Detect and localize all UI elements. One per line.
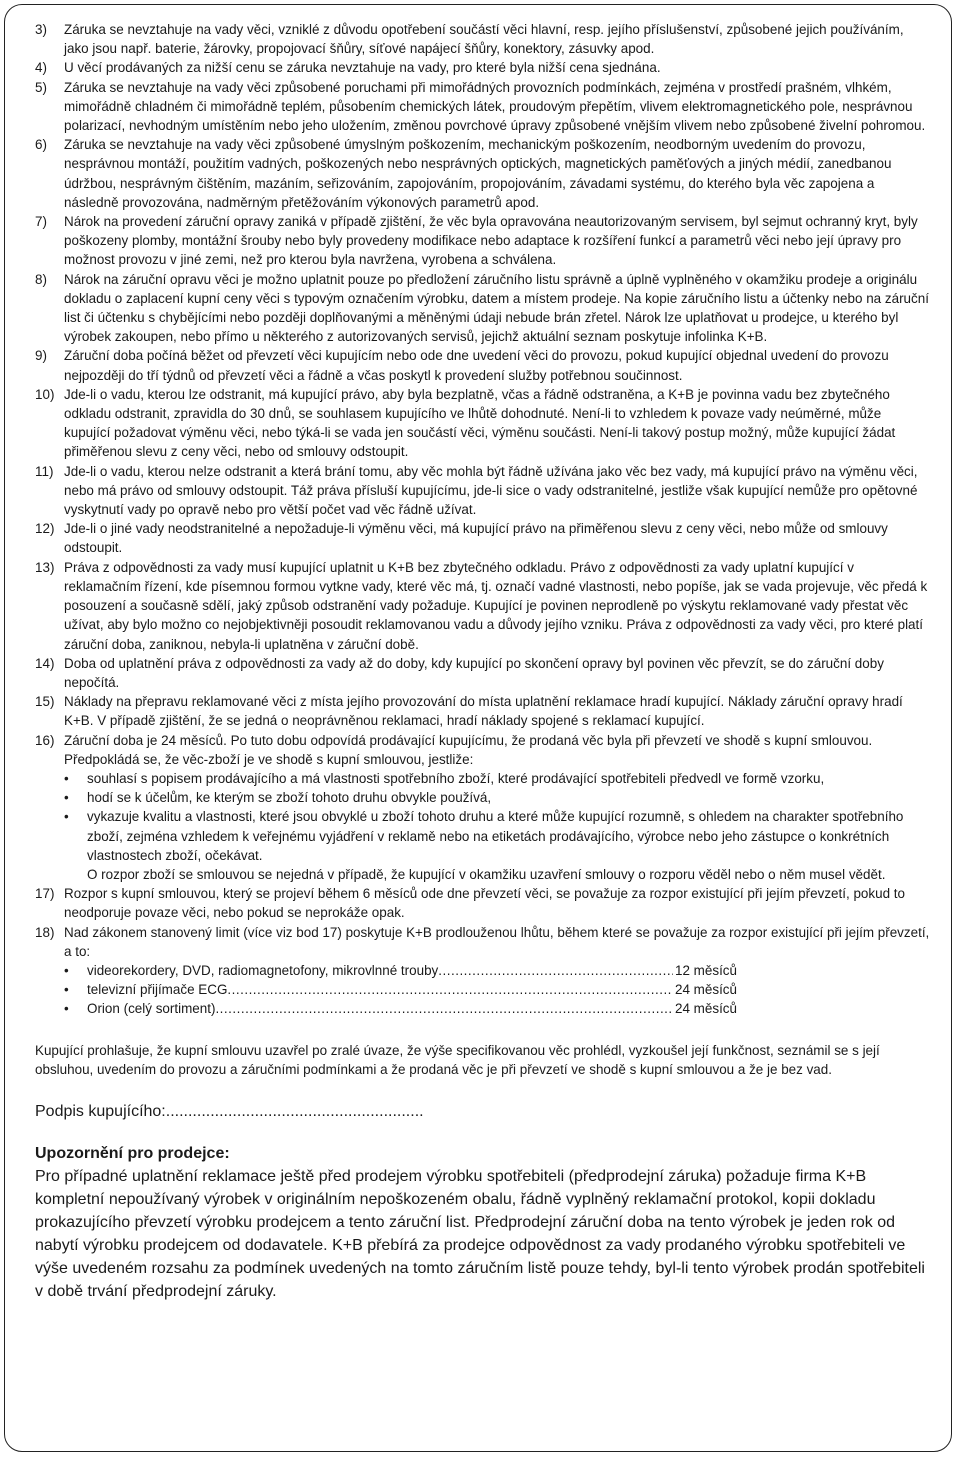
term-12 (35, 519, 930, 557)
term-number: 7) (35, 214, 47, 230)
term-7 (35, 212, 930, 270)
term-10 (35, 385, 930, 462)
term-number: 3) (35, 22, 47, 37)
warranty-document (35, 20, 930, 1303)
term-number: 18) (35, 924, 55, 940)
term-number: 9) (35, 348, 47, 364)
term-6 (35, 135, 930, 212)
term-text: Práva z odpovědnosti za vady musí kupující uplatnit u K+B bez zbytečného odkladu. Právo z odpovědnosti za vady uplatní kupující v reklamačním řízení, kde písemnou formou vytkne vady, které věc má, tj. označí vadné vlastnosti, nebo popíše, jak se vada projevuje, věc předá k posouzení a současně sdělí, jaký způsob odstranění vady požaduje. Kupující je povinen neprodleně po výskytu reklamované vady přestat věc užívat, aby bylo možno co nejobjektivněji posoudit reklamovanou vadu a důvody jejího vzniku. Práva z odpovědnosti za vady věci, pro které platí záruční doba, zaniknou, nebyla-li uplatněna v záruční době. (64, 559, 928, 652)
conformity-conditions-list (64, 769, 930, 865)
term-text: Jde-li o jiné vady neodstranitelné a nepožaduje-li výměnu věci, má kupující právo na přiměřenou slevu z ceny věci, nebo může od smlouvy odstoupit. (64, 521, 888, 556)
term-text: Záruka se nevztahuje na vady věci, vzniklé z důvodu opotřebení součástí věci hlavní, resp. jejího příslušenství, způsobené jejich používáním, jako jsou např. baterie, žárovky, propojovací šňůry, síťové napájecí šňůry, konektory, zásuvky apod. (64, 22, 904, 57)
warranty-terms-list (35, 20, 930, 1019)
term-11 (35, 462, 930, 520)
term-number: 12) (35, 521, 55, 537)
term-4 (35, 58, 930, 77)
extended-warranty-list (64, 961, 930, 1019)
term-text: Záruka se nevztahuje na vady věci způsobené poruchami při mimořádných provozních podmínkách, zejména v prostředí prašném, vlhkém, mimořádně chladném či mimořádně teplém, působením chemických látek, proudovým přepětím, vlivem elektromagnetického pole, nesprávnou polarizací, nevhodným umístěním nebo jeho uložením, změnou povrchové úpravy způsobené vnějším vlivem nebo způsobené živelní pohromou. (64, 79, 926, 134)
product-category: • Orion (celý sortiment) (87, 1001, 216, 1017)
term-text: U věcí prodávaných za nižší cenu se záruka nevztahuje na vady, pro které byla nižší cena sjednána. (64, 60, 661, 76)
term-text: Rozpor s kupní smlouvou, který se projeví během 6 měsíců ode dne převzetí věci, se považuje za rozpor existující při jejím převzetí, pokud to neodporuje povaze věci, nebo pokud se neprokáže opak. (64, 886, 905, 921)
warranty-period: 12 měsíců (675, 962, 737, 978)
product-category: • videorekordery, DVD, radiomagnetofony, mikrovlnné trouby (87, 962, 439, 978)
term-text: Jde-li o vadu, kterou nelze odstranit a která brání tomu, aby věc mohla být řádně užívána jako věc bez vady, má kupující právo na výměnu věci, nebo má právo od smlouvy odstoupit. Táž práva přísluší kupujícímu, jde-li sice o vady odstranitelné, jestliže však kupující nemůže pro opětovné vyskytnutí vady po opravě nebo pro větší počet vad věc řádně užívat. (64, 463, 918, 518)
dot-leader (438, 961, 673, 980)
term-13 (35, 558, 930, 654)
buyer-declaration: Kupující prohlašuje, že kupní smlouvu uzavřel po zralé úvaze, že výše specifikovanou věc prohlédl, vyzkoušel její funkčnost, seznámil se s její obsluhou, uvedením do provozu a záručními podmínkami a že prodaná věc je při převzetí ve shodě s kupní smlouvou a že je bez vad. (35, 1042, 880, 1078)
term-text: Záruka se nevztahuje na vady věci způsobené úmyslným poškozením, mechanickým poškozením, neodborným uvedením do provozu, nesprávnou montáží, použitím vadných, poškozených nebo nesprávných optických, magnetických paměťových a jiných médií, zanedbanou údržbou, nesprávným čištěním, mazáním, seřizováním, zapojováním, propojováním, závadami systému, do kterého byla věc zapojena a následně provozována, nadměrným přetěžováním výkonových parametrů apod. (64, 137, 892, 210)
term-5 (35, 78, 930, 136)
term-number: 14) (35, 655, 55, 671)
term-text: Záruční doba počíná běžet od převzetí věci kupujícím nebo ode dne uvedení věci do provozu, pokud kupující objednal uvedení do provozu nejpozději do tří týdnů od převzetí věci a řádně a včas poskytl k provedení služby potřebnou součinnost. (64, 348, 889, 383)
term-9 (35, 346, 930, 384)
term-17 (35, 884, 930, 922)
conformity-exception: O rozpor zboží se smlouvou se nejedná v případě, že kupující v okamžiku uzavření smlouvy o rozporu věděl nebo o něm musel vědět. (87, 866, 886, 882)
product-category: • televizní přijímače ECG (87, 982, 228, 998)
term-3 (35, 20, 930, 58)
term-8 (35, 270, 930, 347)
term-number: 10) (35, 386, 55, 402)
buyer-signature-line: Podpis kupujícího:.......................................................... (35, 1102, 424, 1120)
term-16 (35, 731, 930, 885)
dot-leader (227, 980, 673, 999)
warranty-period: 24 měsíců (675, 982, 737, 998)
term-15 (35, 692, 930, 730)
term-14 (35, 654, 930, 692)
term-text: Náklady na přepravu reklamované věci z místa jejího provozování do místa uplatnění reklamace hradí kupující. Náklady záruční opravy hradí K+B. V případě zjištění, že se jedná o neoprávněnou reklamaci, hradí náklady spojené s reklamací kupující. (64, 694, 903, 729)
term-text: Nad zákonem stanovený limit (více viz bod 17) poskytuje K+B prodlouženou lhůtu, během které se považuje za rozpor existující při jejím převzetí, a to: (64, 924, 930, 959)
dot-leader (215, 999, 673, 1018)
term-number: 15) (35, 694, 55, 710)
seller-notice-title: Upozornění pro prodejce: (35, 1144, 230, 1162)
term-number: 11) (35, 463, 54, 479)
term-number: 4) (35, 60, 47, 76)
term-text: Jde-li o vadu, kterou lze odstranit, má kupující právo, aby byla bezplatně, včas a řádně odstraněna, a K+B je povinna vadu bez zbytečného odkladu odstranit, zpravidla do 30 dnů, se souhlasem kupujícího ve lhůtě dohodnuté. Není-li to vzhledem k povaze vady neúměrné, může kupující požadovat výměnu věci, nebo týká-li se vada jen součástí věci, výměnu součásti. Není-li takový postup možný, může kupující žádat přiměřenou slevu z ceny věci, nebo od smlouvy odstoupit. (64, 386, 896, 460)
conformity-condition: • hodí se k účelům, ke kterým se zboží tohoto druhu obvykle používá, (64, 788, 930, 807)
term-number: 8) (35, 271, 47, 287)
conformity-condition: • souhlasí s popisem prodávajícího a má vlastnosti spotřebního zboží, které prodávající spotřebiteli předvedl ve formě vzorku, (64, 769, 930, 788)
warranty-period: 24 měsíců (675, 1001, 737, 1017)
term-number: 6) (35, 137, 47, 153)
term-18 (35, 923, 930, 1019)
term-number: 13) (35, 559, 55, 575)
extended-warranty-item (64, 980, 930, 999)
extended-warranty-item (64, 961, 930, 980)
extended-warranty-item (64, 999, 930, 1018)
seller-notice-body: Pro případné uplatnění reklamace ještě před prodejem výrobku spotřebiteli (předprodejní záruka) požaduje firma K+B kompletní nepoužívaný výrobek v originálním nepoškozeném obalu, řádně vyplněný reklamační protokol, kopii dokladu prokazujícího převzetí výrobku prodejcem a tento záruční list. Předprodejní záruční doba na tento výrobek je jeden rok od nabytí výrobku prodejcem od dodavatele. K+B přebírá za prodejce odpovědnost za vady prodaného výrobku spotřebiteli ve výše uvedeném rozsahu za podmínek uvedených na tomto záručním listě pouze tehdy, byl-li tento výrobek prodán spotřebiteli v době trvání předprodejní záruky. (35, 1167, 925, 1301)
term-text: Nárok na záruční opravu věci je možno uplatnit pouze po předložení záručního listu správně a úplně vyplněného v okamžiku prodeje a originálu dokladu o zaplacení kupní ceny věci s typovým označením výrobku, datem a místem prodeje. Na kopie záručního listu a účtenky nebo na záruční list či účtenku s chybějícími nebo později doplňovanými a měněnými údaji nebude brán zřetel. Nárok lze uplatňovat u prodejce, u kterého byl výrobek zakoupen, nebo přímo u některého z autorizovaných servisů, jejichž aktuální seznam poskytuje infolinka K+B. (64, 271, 929, 345)
term-text: Záruční doba je 24 měsíců. Po tuto dobu odpovídá prodávající kupujícímu, že prodaná věc byla při převzetí ve shodě s kupní smlouvou. Předpokládá se, že věc-zboží je ve shodě s kupní smlouvou, jestliže: (64, 732, 873, 767)
term-text: Nárok na provedení záruční opravy zaniká v případě zjištění, že věc byla opravována neautorizovaným servisem, byl sejmut ochranný kryt, byly poškozeny plomby, montážní šrouby nebo byly provedeny modifikace nebo adaptace k rozšíření funkcí a parametrů věci nebo její úpravy pro možnost provozu v jiné zemi, než pro kterou byla navržena, vyrobena a schválena. (64, 214, 918, 268)
conformity-condition: • vykazuje kvalitu a vlastnosti, které jsou obvyklé u zboží tohoto druhu a které může kupující rozumně, s ohledem na charakter spotřebního zboží, zejména vzhledem k veřejnému vyjádření v reklamě nebo na etiketách prodávajícího, výrobce nebo jeho zástupce o konkrétních vlastnostech zboží, očekávat. (64, 807, 930, 865)
term-text: Doba od uplatnění práva z odpovědnosti za vady až do doby, kdy kupující po skončení opravy byl povinen věc převzít, se do záruční doby nepočítá. (64, 655, 884, 690)
term-number: 16) (35, 732, 55, 748)
term-number: 17) (35, 886, 55, 902)
term-number: 5) (35, 79, 47, 95)
